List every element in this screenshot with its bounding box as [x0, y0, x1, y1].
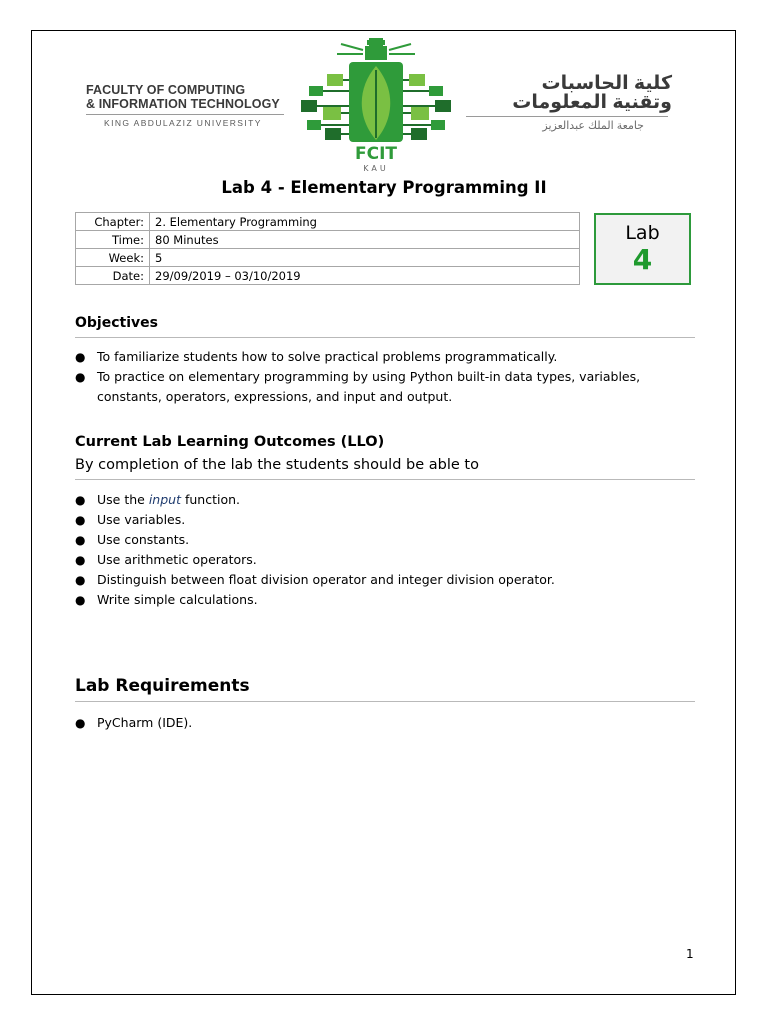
fcit-logo: [297, 36, 455, 174]
llo-text: Distinguish between float division operator and integer division operator.: [97, 572, 555, 587]
bullet-icon: ●: [75, 593, 86, 607]
objective-text: To familiarize students how to solve practical problems programmatically.: [97, 349, 558, 364]
requirements-heading: Lab Requirements: [75, 676, 250, 696]
page-number: 1: [686, 947, 694, 961]
bullet-icon: ●: [75, 553, 86, 567]
llo-text: Write simple calculations.: [97, 592, 258, 607]
faculty-line-1: FACULTY OF COMPUTING: [86, 83, 246, 97]
lab-badge-number: 4: [632, 243, 653, 276]
info-key: Date:: [76, 267, 150, 285]
bullet-icon: ●: [75, 370, 86, 384]
table-row: [76, 249, 580, 267]
llo-heading: Current Lab Learning Outcomes (LLO): [75, 434, 385, 450]
llo-text: Use variables.: [97, 512, 186, 527]
list-item: [75, 347, 675, 367]
table-row: [76, 267, 580, 285]
university-name-english: KING ABDULAZIZ UNIVERSITY: [104, 118, 262, 128]
list-item: [75, 550, 675, 570]
info-key: Time:: [76, 231, 150, 249]
info-value: 5: [150, 249, 580, 267]
requirements-list: [75, 713, 675, 733]
info-value: 2. Elementary Programming: [150, 213, 580, 231]
info-key: Week:: [76, 249, 150, 267]
list-item: [75, 490, 675, 510]
requirements-divider: [75, 701, 695, 702]
objective-text: To practice on elementary programming by using Python built-in data types, variables, constants, operators, expressions, and input and output.: [97, 369, 641, 404]
list-item: [75, 367, 675, 407]
logo-text: FCIT: [354, 144, 398, 164]
bullet-icon: ●: [75, 493, 86, 507]
faculty-ar-line-1: كلية الحاسبات: [541, 73, 672, 94]
info-key: Chapter:: [76, 213, 150, 231]
table-row: [76, 231, 580, 249]
faculty-ar-divider: [466, 116, 668, 117]
info-value: 80 Minutes: [150, 231, 580, 249]
table-row: [76, 213, 580, 231]
list-item: [75, 530, 675, 550]
llo-divider: [75, 479, 695, 480]
list-item: [75, 570, 675, 590]
bullet-icon: ●: [75, 573, 86, 587]
lab-info-table: [75, 212, 580, 285]
info-value: 29/09/2019 – 03/10/2019: [150, 267, 580, 285]
page-title: Lab 4 - Elementary Programming II: [221, 178, 547, 197]
faculty-name-arabic: [462, 74, 672, 132]
faculty-line-2: & INFORMATION TECHNOLOGY: [86, 97, 280, 111]
llo-subheading: By completion of the lab the students should be able to: [75, 457, 479, 473]
llo-text-before: Use the: [97, 492, 149, 507]
list-item: [75, 713, 675, 733]
logo-subtext: KAU: [363, 164, 389, 173]
objectives-heading: Objectives: [75, 315, 158, 331]
requirement-text: PyCharm (IDE).: [97, 715, 193, 730]
input-keyword: input: [148, 492, 181, 507]
llo-text: Use arithmetic operators.: [97, 552, 257, 567]
objectives-list: [75, 347, 675, 407]
faculty-divider: [86, 114, 284, 115]
faculty-ar-line-2: وتقنية المعلومات: [512, 92, 672, 113]
bullet-icon: ●: [75, 716, 86, 730]
bullet-icon: ●: [75, 350, 86, 364]
faculty-name-english: [86, 83, 286, 128]
llo-list: [75, 490, 675, 610]
bullet-icon: ●: [75, 513, 86, 527]
llo-text-after: function.: [180, 492, 240, 507]
list-item: [75, 590, 675, 610]
list-item: [75, 510, 675, 530]
objectives-divider: [75, 337, 695, 338]
lab-badge-word: Lab: [625, 222, 660, 244]
lab-number-badge: [594, 213, 691, 285]
llo-text: Use constants.: [97, 532, 190, 547]
university-name-arabic: جامعة الملك عبدالعزيز: [542, 120, 644, 132]
bullet-icon: ●: [75, 533, 86, 547]
